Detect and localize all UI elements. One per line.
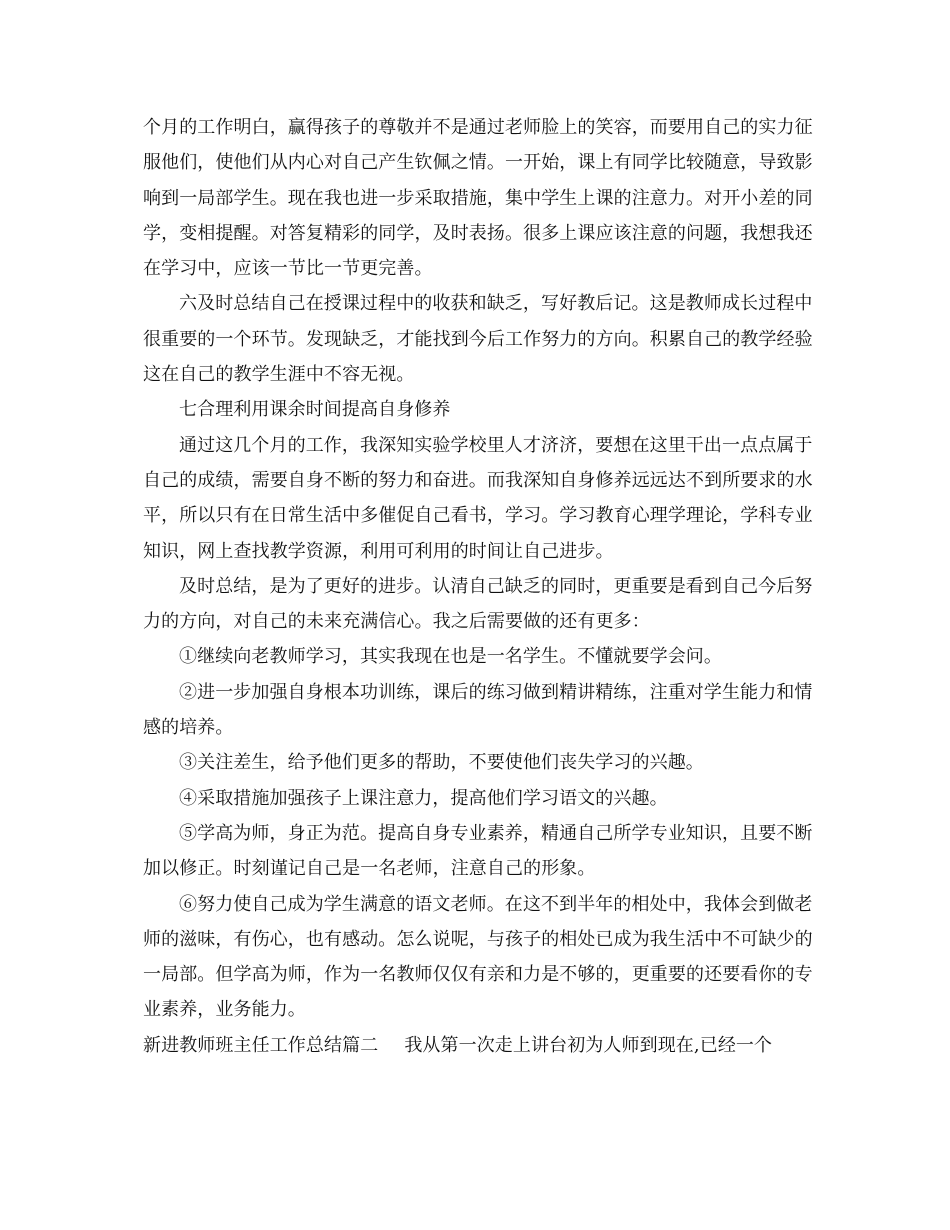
list-item-6: ⑥努力使自己成为学生满意的语文老师。在这不到半年的相处中，我体会到做老师的滋味，有伤心，也有感动。怎么说呢，与孩子的相处已成为我生活中不可缺少的一局部。但学高为师，作为一名教师仅仅有亲和力是不够的，更重要的还要看你的专业素养，业务能力。 [143,893,813,1021]
document-body [143,110,813,1063]
section-heading: 新进教师班主任工作总结篇二 [143,1034,379,1056]
paragraph-continuation: 个月的工作明白，赢得孩子的尊敬并不是通过老师脸上的笑容，而要用自己的实力征服他们，使他们从内心对自己产生钦佩之情。一开始，课上有同学比较随意，导致影响到一局部学生。现在我也进一步采取措施，集中学生上课的注意力。对开小差的同学，变相提醒。对答复精彩的同学，及时表扬。很多上课应该注意的问题，我想我还在学习中，应该一节比一节更完善。 [143,117,813,280]
list-item-2: ②进一步加强自身根本功训练，课后的练习做到精讲精练，注重对学生能力和情感的培养。 [143,681,813,739]
list-item-4: ④采取措施加强孩子上课注意力，提高他们学习语文的兴趣。 [179,787,668,809]
list-item-3: ③关注差生，给予他们更多的帮助，不要使他们丧失学习的兴趣。 [179,752,704,774]
paragraph-timely-summary: 及时总结，是为了更好的进步。认清自己缺乏的同时，更重要是看到自己今后努力的方向，对自己的未来充满信心。我之后需要做的还有更多： [143,575,813,633]
paragraph-six-summary: 六及时总结自己在授课过程中的收获和缺乏，写好教后记。这是教师成长过程中很重要的一个环节。发现缺乏，才能找到今后工作努力的方向。积累自己的教学经验这在自己的教学生涯中不容无视。 [143,293,813,386]
paragraph-seven-heading: 七合理利用课余时间提高自身修养 [179,399,451,421]
final-line [143,1028,813,1063]
final-line-text: 我从第一次走上讲台初为人师到现在,已经一个 [404,1034,773,1056]
list-item-5: ⑤学高为师，身正为范。提高自身专业素养，精通自己所学专业知识，且要不断加以修正。时刻谨记自己是一名老师，注意自己的形象。 [143,822,813,880]
paragraph-self-improvement: 通过这几个月的工作，我深知实验学校里人才济济，要想在这里干出一点点属于自己的成绩，需要自身不断的努力和奋进。而我深知自身修养远远达不到所要求的水平，所以只有在日常生活中多催促自己看书，学习。学习教育心理学理论，学科专业知识，网上查找教学资源，利用可利用的时间让自己进步。 [143,434,813,562]
list-item-1: ①继续向老教师学习，其实我现在也是一名学生。不懂就要学会问。 [179,646,722,668]
